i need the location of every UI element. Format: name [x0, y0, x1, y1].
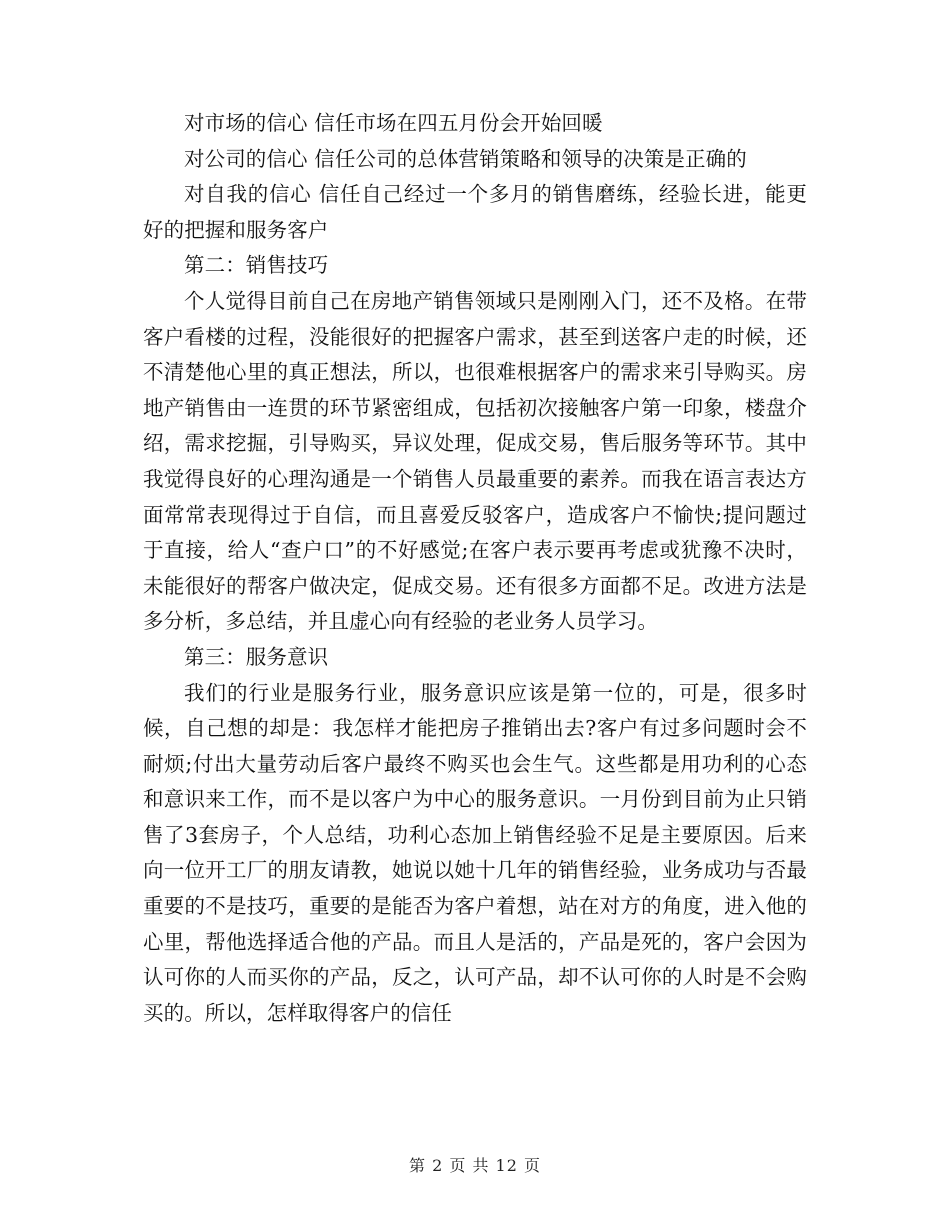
- paragraph-market-confidence: 对市场的信心 信任市场在四五月份会开始回暖: [184, 111, 603, 135]
- paragraph-self-confidence: 对自我的信心 信任自己经过一个多月的销售磨练，经验长进，能更好的把握和服务客户: [143, 182, 807, 242]
- section-heading-sales-skills: 第二：销售技巧: [184, 253, 329, 278]
- document-body: [143, 106, 807, 1031]
- paragraph-company-confidence: 对公司的信心 信任公司的总体营销策略和领导的决策是正确的: [184, 146, 747, 171]
- paragraph-service-awareness: 我们的行业是服务行业，服务意识应该是第一位的，可是，很多时候，自己想的却是：我怎样才能把房子推销出去?客户有过多问题时会不耐烦;付出大量劳动后客户最终不购买也会生气。这些都是用功利的心态和意识来工作，而不是以客户为中心的服务意识。一月份到目前为止只销售了3套房子，个人总结，功利心态加上销售经验不足是主要原因。后来向一位开工厂的朋友请教，她说以她十几年的销售经验，业务成功与否最重要的不是技巧，重要的是能否为客户着想，站在对方的角度，进入他的心里，帮他选择适合他的产品。而且人是活的，产品是死的，客户会因为认可你的人而买你的产品，反之，认可产品，却不认可你的人时是不会购买的。所以，怎样取得客户的信任: [143, 680, 807, 1025]
- page-number-footer: 第 2 页 共 12 页: [409, 1156, 541, 1175]
- paragraph-sales-skills: 个人觉得目前自己在房地产销售领域只是刚刚入门，还不及格。在带客户看楼的过程，没能很好的把握客户需求，甚至到送客户走的时候，还不清楚他心里的真正想法，所以，也很难根据客户的需求来引导购买。房地产销售由一连贯的环节紧密组成，包括初次接触客户第一印象，楼盘介绍，需求挖掘，引导购买，异议处理，促成交易，售后服务等环节。其中我觉得良好的心理沟通是一个销售人员最重要的素养。而我在语言表达方面常常表现得过于自信，而且喜爱反驳客户，造成客户不愉快;提问题过于直接，给人“查户口”的不好感觉;在客户表示要再考虑或犹豫不决时，未能很好的帮客户做决定，促成交易。还有很多方面都不足。改进方法是多分析，多总结，并且虚心向有经验的老业务人员学习。: [143, 288, 807, 634]
- section-heading-service-awareness: 第三：服务意识: [184, 644, 329, 669]
